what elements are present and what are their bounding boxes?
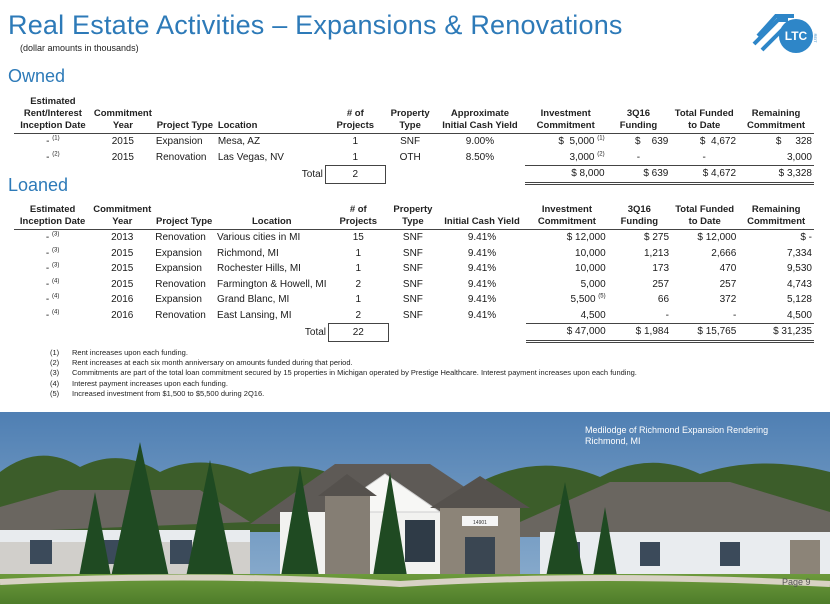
col-projects-line2: Projects: [325, 120, 385, 134]
table-row: - $^{(3)}$ 2015 Expansion Richmond, MI 1 SNF 9.41% 10,000 1,213 2,666 7,334: [45, 247, 812, 259]
footnote: (5) Increased investment from $1,500 to $5,500 during 2Q16.: [50, 388, 265, 398]
col-funding-line2: Funding: [607, 120, 671, 134]
col-funded-line2: to Date: [670, 120, 738, 134]
total-row: Total 2 $ 8,000 $ 639 $ 4,672 $ 3,328: [14, 166, 814, 184]
col-remaining-line1: Remaining: [751, 108, 801, 119]
col-yield-line1: Approximate: [450, 108, 509, 119]
footnote: (2) Rent increases at each six month anniversary on amounts funded during that period.: [50, 358, 353, 368]
col-commit-line1: Investment: [540, 108, 591, 119]
col-inception-line3: Inception Date: [14, 120, 92, 134]
col-location: Location: [216, 120, 326, 134]
loaned-heading: Loaned: [8, 175, 69, 195]
page-subtitle: (dollar amounts in thousands): [20, 43, 139, 53]
table-row: - $^{(3)}$ 2013 Renovation Various cities in MI 15 SNF 9.41% $ 12,000 $ 275 $ 12,000 $ -: [45, 231, 812, 244]
footnote: (4) Interest payment increases upon each funding.: [50, 378, 228, 388]
col-funding-line1: 3Q16: [626, 108, 651, 119]
ltc-logo: [750, 10, 818, 60]
col-inception-line2: Rent/Interest: [23, 108, 82, 119]
total-row: Total 22 $ 47,000 $ 1,984 $ 15,765 $ 31,235: [14, 324, 814, 342]
footnote: (3) Commitments are part of the total loan commitment secured by 15 properties in Michigan operated by Prestige Healthcare. Interest payment increases upon each funding.: [50, 368, 637, 378]
col-commit-line2: Commitment: [525, 120, 607, 134]
col-funded-line1: Total Funded: [674, 108, 734, 119]
table-row: - $^{(4)}$ 2016 Expansion Grand Blanc, MI 1 SNF 9.41% 5,500 $^{(5)}$ 66 372 5,128: [45, 293, 812, 306]
owned-heading: Owned: [8, 66, 66, 86]
col-project-type: Project Type: [154, 120, 216, 134]
col-projects-line1: # of: [346, 108, 364, 119]
table-row: - $^{(2)}$ 2015 Renovation Las Vegas, NV 1 OTH 8.50% 3,000 $^{(2)}$ - - 3,000: [14, 150, 814, 166]
footnote: (1) Rent increases upon each funding.: [50, 348, 188, 357]
footnotes: [50, 348, 637, 399]
loaned-table: Estimated Commitment # of Property Investment 3Q16 Total Funded Remaining Inception Date Year Project Type Location Projects Type Initial Cash Yield Commitment Funding to Date Commitment - $^{(3)}$ 2013 Renovation Various cities in MI 15 SNF 9.41% $ 12,000 $ 275 $ 12,000 $ - - $^{(3)}$ 2015 Expansion Richmond, MI 1 SNF 9.41% 10,000 1,213 2,666 7,334 - $^{(3)}$ 2015 Expansion Rochester Hills, MI 1 SNF 9.41% 10,000 173 470 9,530 - $^{(4)}$ 2015 Renovation Farmington & Howell, MI 2 SNF 9.41% 5,000 257 257 4,743 - $^{(4)}$ 2016 Expansion Grand Blanc, MI 1 SNF 9.41% 5,500 $^{(5)}$ 66 372 5,128 - $^{(4)}$ 2016 Renovation East Lansing, MI 2 SNF 9.41% 4,500 - - 4,500 Total 22 $ 47,000 $ 1,984 $ 15,765 $ 31,235: [14, 204, 814, 343]
col-prop-line2: Type: [385, 120, 435, 134]
col-remaining-line2: Commitment: [738, 120, 814, 134]
table-row: - $^{(3)}$ 2015 Expansion Rochester Hills, MI 1 SNF 9.41% 10,000 173 470 9,530: [45, 262, 812, 275]
col-prop-line1: Property: [390, 108, 430, 119]
page-title: Real Estate Activities – Expansions & Renovations: [8, 10, 623, 40]
building-sign: 14901: [473, 520, 487, 526]
owned-table: [14, 96, 814, 185]
col-year-line1: Commitment: [93, 108, 152, 119]
table-row: - $^{(4)}$ 2016 Renovation East Lansing, MI 2 SNF 9.41% 4,500 - - 4,500: [14, 308, 814, 324]
col-yield-line2: Initial Cash Yield: [435, 120, 525, 134]
table-row: - $^{(4)}$ 2015 Renovation Farmington & Howell, MI 2 SNF 9.41% 5,000 257 257 4,743: [45, 278, 812, 290]
logo-subtext: REIT: [813, 33, 818, 43]
logo-text: LTC: [784, 29, 808, 43]
photo-caption: Medilodge of Richmond Expansion Rendering Richmond, MI: [585, 425, 769, 446]
col-year-line2: Year: [92, 120, 154, 134]
table-row: - $^{(1)}$ 2015 Expansion Mesa, AZ 1 SNF 9.00% $ 5,000 $^{(1)}$ $ 639 $ 4,672 $ 328: [46, 135, 812, 148]
page-number: Page 9: [782, 577, 811, 587]
col-inception-line1: Estimated: [30, 96, 76, 107]
